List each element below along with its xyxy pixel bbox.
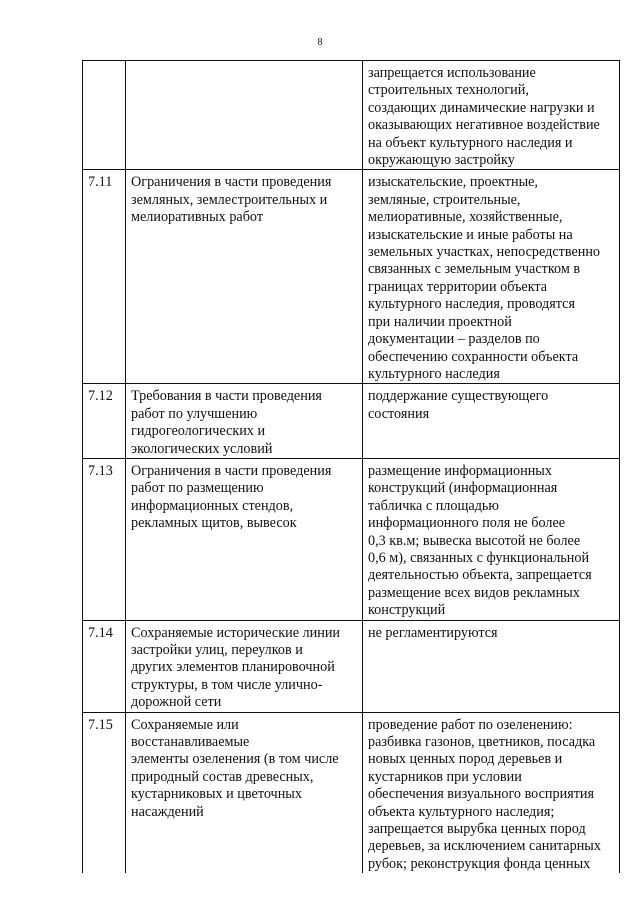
- requirement-line: 0,3 кв.м; вывеска высотой не более: [368, 532, 581, 549]
- subject-line: структуры, в том числе улично-: [131, 676, 323, 693]
- requirement-line: строительных технологий,: [368, 82, 529, 99]
- requirement-line: на объект культурного наследия и: [368, 134, 573, 151]
- table-row: [83, 458, 620, 620]
- requirement-cell: [363, 458, 620, 620]
- subject-line: Требования в части проведения: [131, 388, 322, 405]
- row-number-cell: [83, 458, 126, 620]
- subject-line: земляных, землестроительных и: [131, 191, 328, 208]
- page-number: 8: [317, 37, 323, 48]
- subject-line: Ограничения в части проведения: [131, 462, 332, 479]
- subject-line: экологических условий: [131, 440, 273, 457]
- subject-cell: [126, 712, 363, 873]
- subject-cell: [126, 458, 363, 620]
- requirement-line: документации – разделов по: [368, 331, 540, 348]
- subject-line: Сохраняемые исторические линии: [131, 624, 341, 641]
- subject-line: кустарниковых и цветочных: [131, 786, 302, 803]
- row-number: 7.15: [88, 716, 113, 733]
- subject-line: природный состав древесных,: [131, 768, 314, 785]
- subject-cell: [126, 170, 363, 384]
- regulations-table: [82, 60, 620, 873]
- row-number-cell: [83, 712, 126, 873]
- requirement-line: изыскательские и иные работы на: [368, 226, 573, 243]
- requirement-line: земляные, строительные,: [368, 191, 521, 208]
- requirement-line: запрещается использование: [368, 65, 536, 81]
- subject-line: восстанавливаемые: [131, 734, 250, 751]
- requirement-line: окружающую застройку: [368, 152, 515, 169]
- row-number-cell: [83, 170, 126, 384]
- subject-cell: [126, 384, 363, 459]
- requirement-cell: [363, 712, 620, 873]
- subject-line: застройки улиц, переулков и: [131, 642, 303, 658]
- requirement-line: культурного наследия, проводятся: [368, 296, 575, 313]
- requirement-line: проведение работ по озеленению:: [368, 716, 573, 733]
- requirement-line: размещение информационных: [368, 462, 552, 479]
- requirement-line: состояния: [368, 405, 430, 422]
- subject-cell: [126, 61, 363, 170]
- requirement-line: создающих динамические нагрузки и: [368, 99, 595, 116]
- row-number: 7.12: [88, 388, 113, 405]
- requirement-line: обеспечения визуального восприятия: [368, 786, 595, 803]
- subject-line: гидрогеологических и: [131, 423, 266, 440]
- requirement-line: границах территории объекта: [368, 278, 548, 295]
- requirement-line: рубок; реконструкция фонда ценных: [368, 855, 591, 872]
- requirement-line: 0,6 м), связанных с функциональной: [368, 549, 590, 566]
- table-row: [83, 170, 620, 384]
- requirement-cell: [363, 61, 620, 170]
- subject-line: работ по улучшению: [131, 405, 258, 422]
- requirement-line: конструкций (информационная: [368, 480, 558, 497]
- requirement-line: информационного поля не более: [368, 515, 566, 532]
- subject-cell: [126, 620, 363, 712]
- subject-line: элементы озеленения (в том числе: [131, 751, 339, 768]
- requirement-cell: [363, 384, 620, 459]
- requirement-line: земельных участках, непосредственно: [368, 244, 601, 261]
- table-row: [83, 384, 620, 459]
- subject-line: насаждений: [131, 803, 204, 820]
- subject-line: других элементов планировочной: [131, 659, 335, 676]
- requirement-line: не регламентируются: [368, 624, 498, 641]
- requirement-line: деревьев, за исключением санитарных: [368, 838, 601, 855]
- subject-line: мелиоративных работ: [131, 209, 264, 226]
- requirement-line: оказывающих негативное воздействие: [368, 117, 600, 134]
- requirement-line: разбивка газонов, цветников, посадка: [368, 734, 596, 751]
- requirement-line: объекта культурного наследия;: [368, 803, 555, 820]
- requirement-line: поддержание существующего: [368, 388, 549, 405]
- requirement-line: деятельностью объекта, запрещается: [368, 567, 592, 584]
- row-number-cell: [83, 384, 126, 459]
- requirement-line: мелиоративные, хозяйственные,: [368, 209, 563, 226]
- row-number: 7.14: [88, 624, 113, 641]
- row-number: 7.13: [88, 462, 113, 479]
- requirement-line: при наличии проектной: [368, 313, 512, 330]
- subject-line: Ограничения в части проведения: [131, 174, 332, 191]
- subject-line: информационных стендов,: [131, 497, 294, 514]
- table-row: [83, 712, 620, 873]
- requirement-line: обеспечению сохранности объекта: [368, 348, 579, 365]
- row-number-cell: [83, 620, 126, 712]
- table-row: [83, 61, 620, 170]
- subject-line: дорожной сети: [131, 694, 222, 711]
- requirement-line: запрещается вырубка ценных пород: [368, 821, 586, 838]
- requirement-line: конструкций: [368, 602, 446, 619]
- requirement-line: связанных с земельным участком в: [368, 261, 581, 278]
- requirement-line: изыскательские, проектные,: [368, 174, 538, 191]
- subject-line: рекламных щитов, вывесок: [131, 515, 297, 532]
- requirement-line: размещение всех видов рекламных: [368, 584, 580, 601]
- requirement-cell: [363, 620, 620, 712]
- requirement-line: культурного наследия: [368, 365, 500, 382]
- row-number-cell: [83, 61, 126, 170]
- requirement-cell: [363, 170, 620, 384]
- requirement-line: табличка с площадью: [368, 497, 499, 514]
- subject-line: Сохраняемые или: [131, 716, 239, 733]
- subject-line: работ по размещению: [131, 480, 264, 497]
- requirement-line: новых ценных пород деревьев и: [368, 751, 563, 768]
- requirement-line: кустарников при условии: [368, 768, 522, 785]
- table-row: [83, 620, 620, 712]
- row-number: 7.11: [88, 174, 113, 191]
